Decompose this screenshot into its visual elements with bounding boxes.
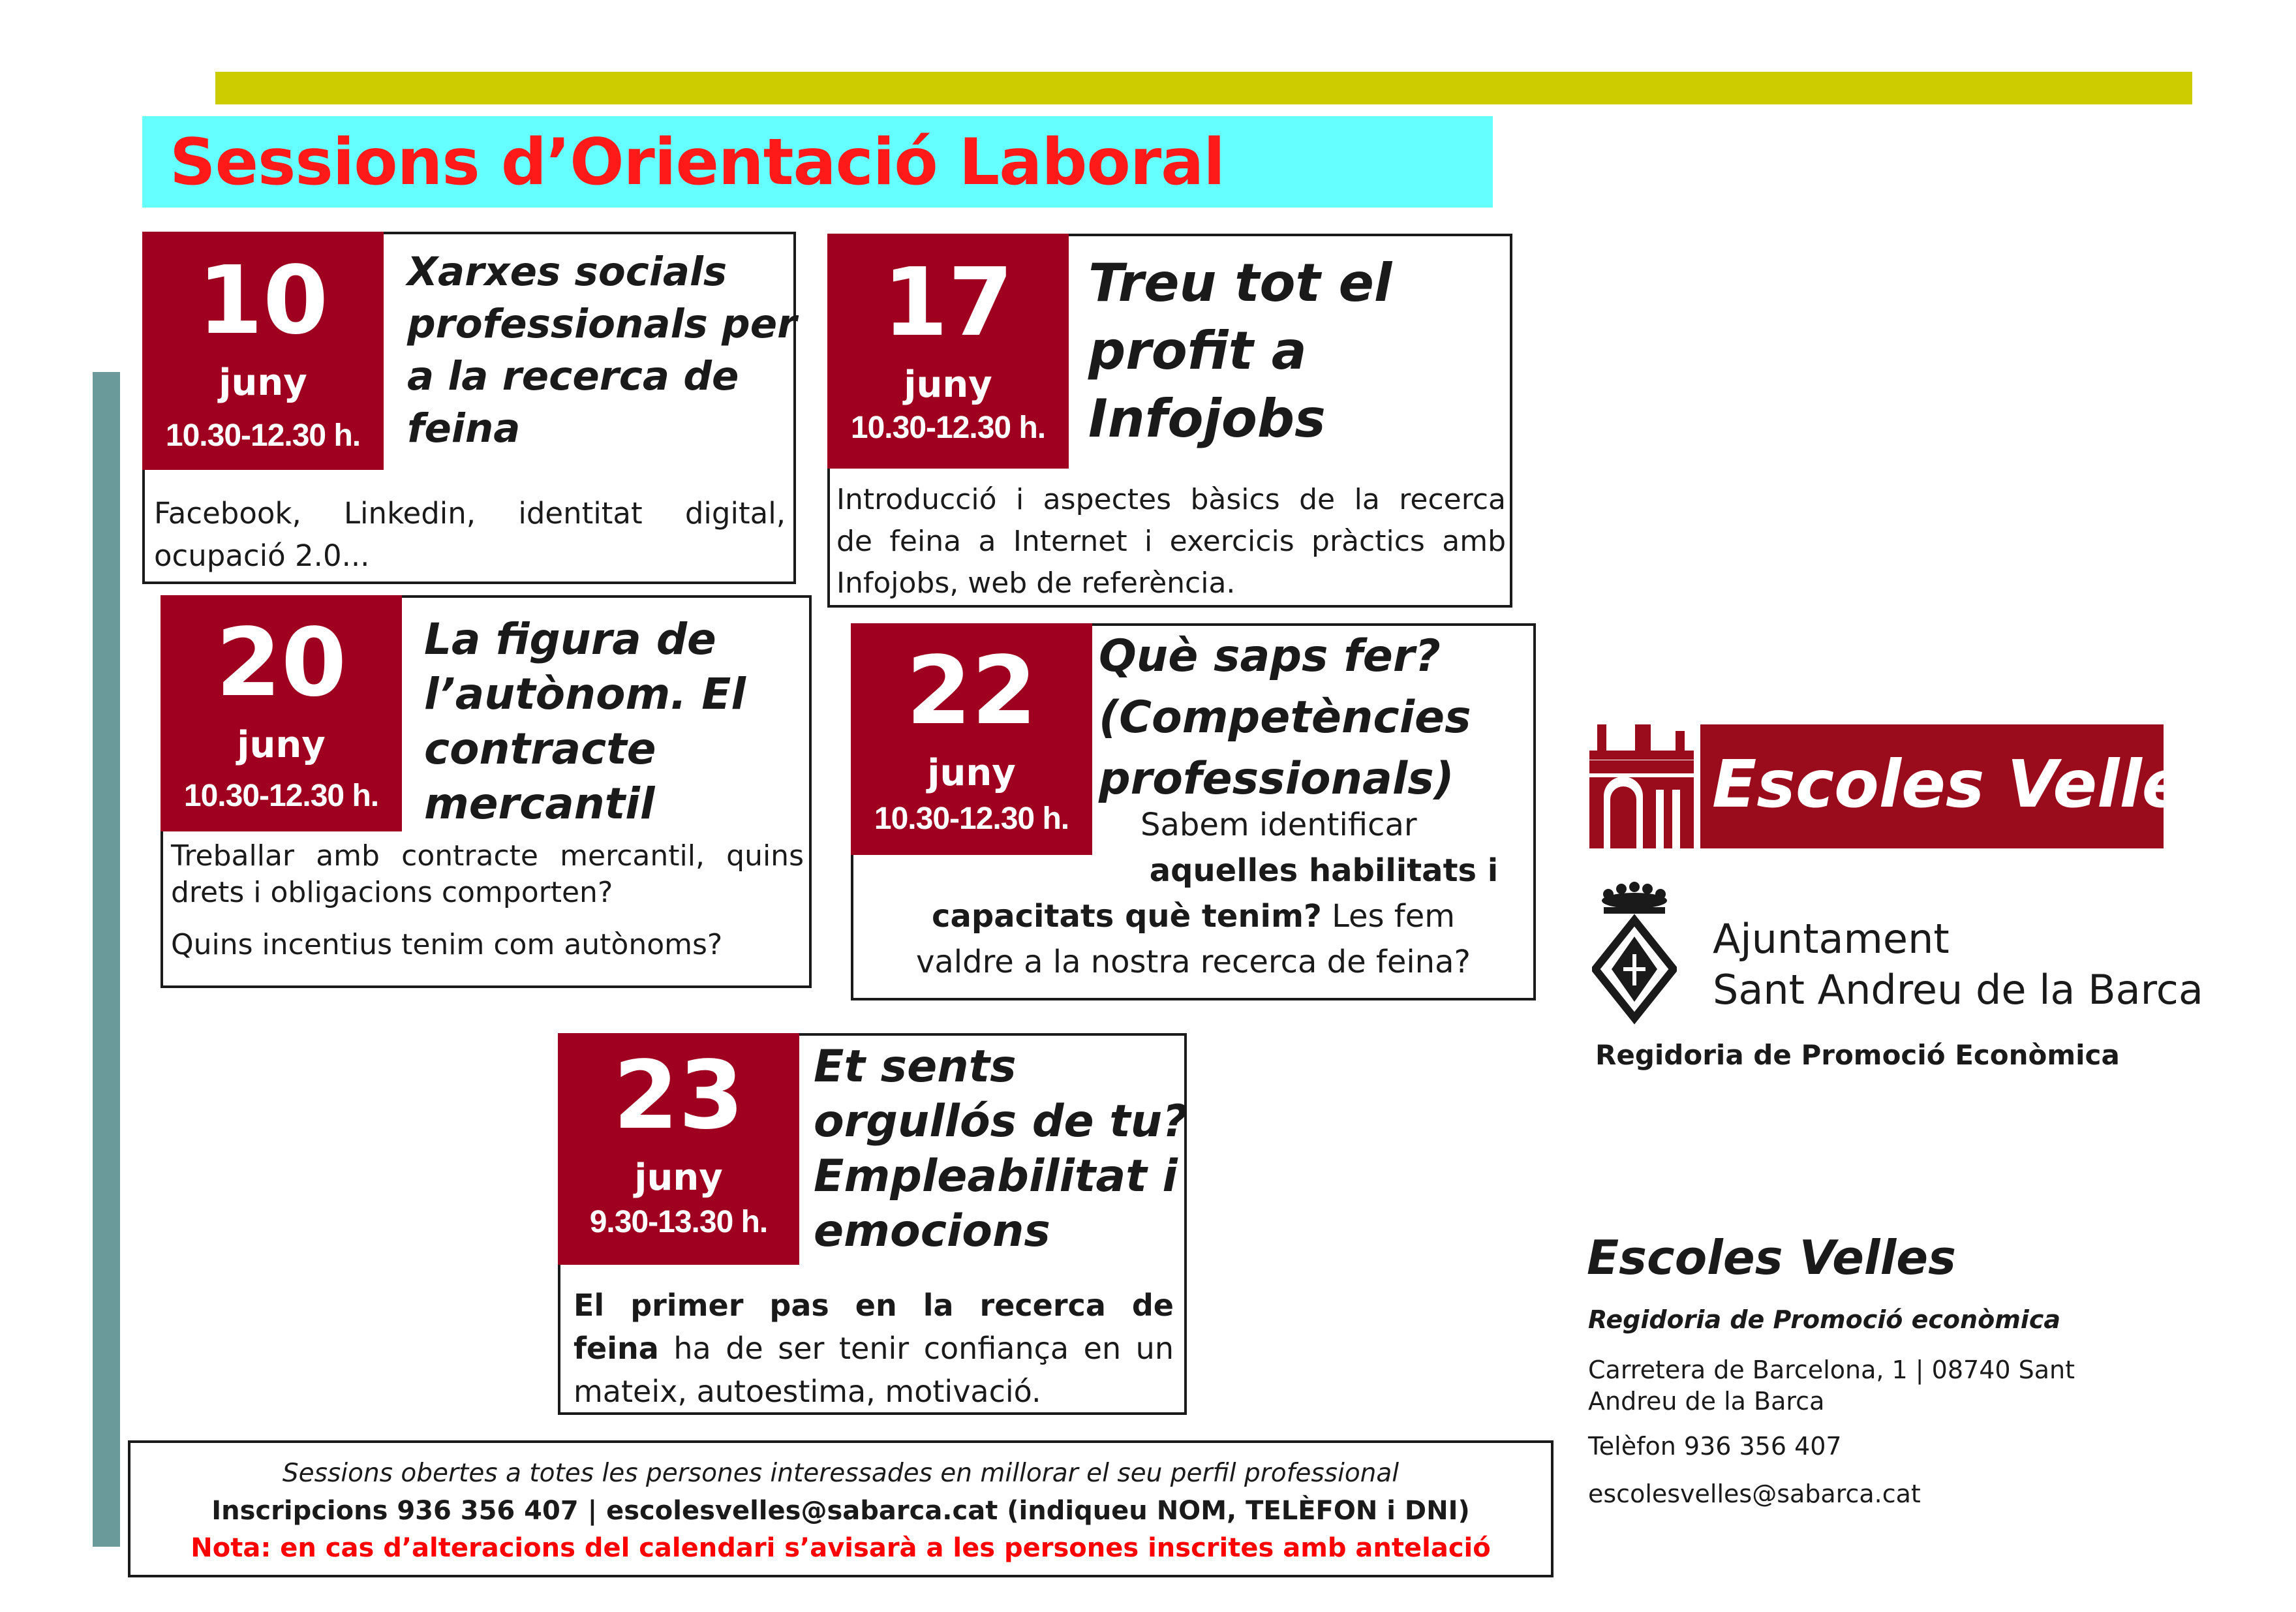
session-title-line: professionals per <box>407 301 797 347</box>
session-title-line: Infojobs <box>1088 388 1326 449</box>
session-title <box>407 246 797 455</box>
description-line <box>853 848 1533 893</box>
session-title-line: emocions <box>814 1205 1050 1257</box>
session-title-line: orgullós de tu? <box>814 1096 1188 1147</box>
description-line: Facebook, Linkedin, identitat digital, <box>154 496 786 531</box>
description-line <box>574 1327 1174 1370</box>
ajuntament-line: Sant Andreu de la Barca <box>1713 966 2203 1014</box>
session-day: 23 <box>613 1040 744 1150</box>
session-title-line: l’autònom. El <box>424 669 746 719</box>
footer-line-3: Nota: en cas d’alteracions del calendari s’avisarà a les persones inscrites amb antelació <box>191 1533 1491 1563</box>
session-time: 9.30-13.30 h. <box>589 1205 768 1239</box>
session-title-line: contracte <box>424 724 656 774</box>
session-title-line: Treu tot el <box>1088 253 1392 313</box>
session-month: juny <box>904 364 992 406</box>
session-card <box>142 232 796 584</box>
session-month: juny <box>927 752 1016 794</box>
contact-email[interactable]: escolesvelles@sabarca.cat <box>1588 1480 1921 1508</box>
address-line: Carretera de Barcelona, 1 | 08740 Sant <box>1588 1356 2075 1384</box>
contact-title: Escoles Velles <box>1587 1230 1956 1285</box>
date-block <box>558 1033 799 1265</box>
description-bold: feina <box>574 1331 659 1366</box>
side-accent-bar <box>93 372 120 1547</box>
session-time: 10.30-12.30 h. <box>874 801 1069 836</box>
contact-address <box>1588 1354 2075 1417</box>
session-title-line: Et sents <box>814 1041 1017 1093</box>
session-month: juny <box>237 724 326 766</box>
building-icon <box>1584 724 1700 848</box>
session-title-line: Què saps fer? <box>1099 630 1441 682</box>
description-line: mateix, autoestima, motivació. <box>574 1374 1041 1409</box>
session-card <box>558 1033 1187 1415</box>
logo-text: Escoles Velles <box>1712 746 2226 822</box>
session-time: 10.30-12.30 h. <box>183 779 379 813</box>
top-accent-bar <box>215 72 2192 104</box>
session-title-line: Empleabilitat i <box>814 1151 1178 1202</box>
description-line: de feina a Internet i exercicis pràctics amb <box>836 525 1506 558</box>
crest-icon <box>1592 881 1677 1038</box>
description-line: Treballar amb contracte mercantil, quins <box>171 839 804 873</box>
contact-subtitle: Regidoria de Promoció econòmica <box>1588 1305 2060 1334</box>
session-day: 10 <box>197 245 329 355</box>
footer-box <box>128 1440 1554 1577</box>
session-description <box>171 838 804 963</box>
address-line: Andreu de la Barca <box>1588 1387 1825 1416</box>
session-description <box>574 1284 1174 1413</box>
session-title-line: feina <box>407 405 521 452</box>
description-line: Quins incentius tenim com autònoms? <box>171 928 723 961</box>
session-description <box>154 492 786 577</box>
description-line: El primer pas en la recerca de <box>574 1288 1174 1323</box>
session-title-line: profit a <box>1088 320 1307 381</box>
date-block <box>827 234 1069 469</box>
session-title-line: professionals) <box>1099 753 1454 805</box>
session-time: 10.30-12.30 h. <box>165 418 361 453</box>
session-title-line: a la recerca de <box>407 353 739 399</box>
session-title-line: mercantil <box>424 779 655 829</box>
footer-line-1: Sessions obertes a totes les persones interessades en millorar el seu perfil professional <box>282 1459 1400 1488</box>
session-title <box>1088 249 1392 453</box>
description-line: drets i obligacions comporten? <box>171 876 613 909</box>
session-title <box>814 1040 1188 1259</box>
description-text: Sabem identificar <box>1140 807 1417 843</box>
ajuntament-name <box>1713 914 2203 1015</box>
session-day: 17 <box>882 247 1014 357</box>
session-title <box>424 612 746 831</box>
description-line <box>853 893 1533 939</box>
footer-line-2: Inscripcions 936 356 407 | escolesvelles@sabarca.cat (indiqueu NOM, TELÈFON i DNI) <box>211 1496 1470 1526</box>
session-day: 20 <box>215 608 347 717</box>
session-month: juny <box>219 362 307 404</box>
session-month: juny <box>634 1156 723 1199</box>
session-card <box>851 623 1536 1000</box>
session-description <box>836 479 1506 604</box>
session-title-line: (Competències <box>1099 692 1471 743</box>
date-block <box>161 595 402 831</box>
page-title: Sessions d’Orientació Laboral <box>170 125 1225 200</box>
description-line: valdre a la nostra recerca de feina? <box>915 944 1471 980</box>
ajuntament-line: Ajuntament <box>1713 915 1950 963</box>
description-bold: capacitats què tenim? <box>932 898 1322 935</box>
description-text: Les fem <box>1321 898 1455 935</box>
session-card <box>827 234 1512 608</box>
session-card <box>161 595 812 988</box>
session-description <box>853 802 1533 985</box>
description-text: ha de ser tenir confiança en un <box>658 1331 1174 1366</box>
session-title-line: La figura de <box>424 614 716 664</box>
session-title <box>1099 626 1471 810</box>
description-line: Infojobs, web de referència. <box>836 566 1236 600</box>
title-band <box>142 116 1493 208</box>
date-block <box>142 232 384 470</box>
description-line: ocupació 2.0... <box>154 538 370 573</box>
contact-phone: Telèfon 936 356 407 <box>1588 1432 1842 1461</box>
escoles-velles-logo <box>1700 724 2226 848</box>
description-line: Introducció i aspectes bàsics de la recerca <box>836 483 1506 516</box>
session-title-line: Xarxes socials <box>407 249 727 295</box>
description-bold: aquelles habilitats i <box>1149 852 1499 889</box>
session-time: 10.30-12.30 h. <box>850 411 1046 445</box>
description-line <box>853 802 1533 848</box>
regidoria-label: Regidoria de Promoció Econòmica <box>1595 1039 2120 1071</box>
session-day: 22 <box>906 636 1037 745</box>
